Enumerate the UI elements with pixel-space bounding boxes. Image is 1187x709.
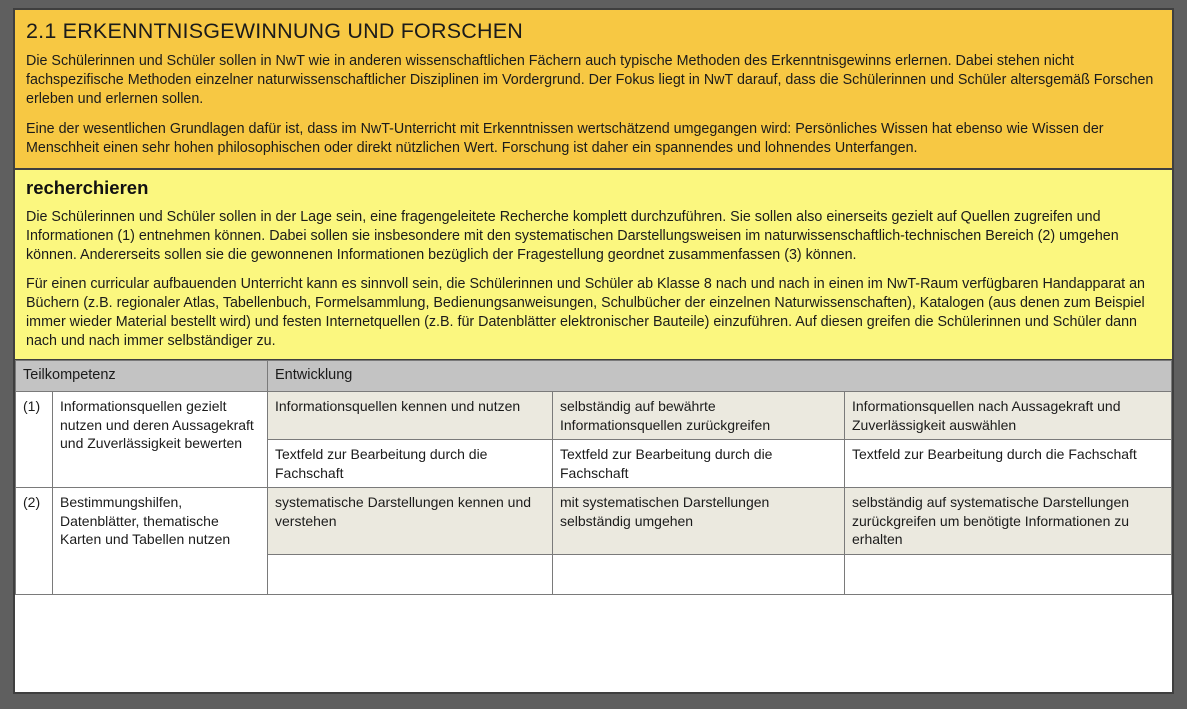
intro-paragraph-1: Die Schülerinnen und Schüler sollen in NwT wie in anderen wissenschaftlichen Fächern auch typische Methoden des Erkenntnisgewinns erlernen. Dabei stehen nicht fachspezifische Methoden einzelner naturwissenschaftlicher Disziplinen im Vordergrund. Der Fokus liegt in NwT darauf, dass die Schülerinnen und Schüler altersgemäß Forschen erleben und erlernen sollen. xyxy=(26,53,1154,108)
row-1-editable-1[interactable]: Textfeld zur Bearbeitung durch die Fachschaft xyxy=(268,440,553,488)
section-intro xyxy=(15,10,1172,170)
section-competence xyxy=(15,170,1172,360)
row-1-stage-1: Informationsquellen kennen und nutzen xyxy=(268,392,553,440)
row-2-stage-2: mit systematischen Darstellungen selbständig umgehen xyxy=(553,488,845,554)
row-2-stage-1: systematische Darstellungen kennen und verstehen xyxy=(268,488,553,554)
table-row xyxy=(16,392,1172,440)
row-1-editable-2[interactable]: Textfeld zur Bearbeitung durch die Fachschaft xyxy=(553,440,845,488)
row-1-stage-3: Informationsquellen nach Aussagekraft und Zuverlässigkeit auswählen xyxy=(845,392,1172,440)
row-2-editable-1[interactable] xyxy=(268,554,553,594)
table-container xyxy=(15,360,1172,692)
table-header-row xyxy=(16,361,1172,392)
row-2-stage-3: selbständig auf systematische Darstellungen zurückgreifen um benötigte Informationen zu erhalten xyxy=(845,488,1172,554)
row-teilkompetenz-1: Informationsquellen gezielt nutzen und deren Aussagekraft und Zuverlässigkeit bewerten xyxy=(53,392,268,488)
document-frame xyxy=(13,8,1174,694)
row-teilkompetenz-2: Bestimmungshilfen, Datenblätter, thematische Karten und Tabellen nutzen xyxy=(53,488,268,594)
row-2-editable-3[interactable] xyxy=(845,554,1172,594)
row-1-editable-3[interactable]: Textfeld zur Bearbeitung durch die Fachschaft xyxy=(845,440,1172,488)
row-number-2: (2) xyxy=(16,488,53,594)
row-number-1: (1) xyxy=(16,392,53,488)
row-2-editable-2[interactable] xyxy=(553,554,845,594)
intro-paragraph-2: Eine der wesentlichen Grundlagen dafür ist, dass im NwT-Unterricht mit Erkenntnissen wertschätzend umgegangen wird: Persönliches Wissen hat ebenso wie Wissen der Menschheit einen sehr hohen philosophischen oder direkt nützlichen Wert. Forschung ist daher ein spannendes und lohnendes Unterfangen. xyxy=(26,121,1104,157)
competence-paragraph-2: Für einen curricular aufbauenden Unterricht kann es sinnvoll sein, die Schülerinnen und Schüler ab Klasse 8 nach und nach in einen im NwT-Raum verfügbaren Handapparat an Büchern (z.B. regionaler Atlas, Tabellenbuch, Formelsammlung, Bedienungsanweisungen, Schulbücher der einzelnen Naturwissenschaften), Katalogen (aus denen zum Beispiel immer wieder Material bestellt wird) und festen Internetquellen (z.B. für Datenblätter elektronischer Bauteile) einzuführen. Auf diesen greifen die Schülerinnen und Schüler dann nach und nach immer selbständiger zu. xyxy=(26,276,1145,350)
competence-table xyxy=(15,360,1172,594)
row-1-stage-2: selbständig auf bewährte Informationsquellen zurückgreifen xyxy=(553,392,845,440)
competence-title: recherchieren xyxy=(26,177,149,199)
table-row xyxy=(16,488,1172,554)
header-entwicklung: Entwicklung xyxy=(268,361,1172,392)
competence-paragraph-1: Die Schülerinnen und Schüler sollen in der Lage sein, eine fragengeleitete Recherche komplett durchzuführen. Sie sollen also einerseits gezielt auf Quellen zugreifen und Informationen (1) entnehmen können. Dabei sollen sie insbesondere mit den systematischen Darstellungsweisen im naturwissenschaftlich-technischen Bereich (2) umgehen können. Andererseits sollen sie die gewonnenen Informationen bezüglich der Fragestellung geordnet zusammenfassen (3) können. xyxy=(26,209,1119,264)
section-title: 2.1 ERKENNTNISGEWINNUNG UND FORSCHEN xyxy=(26,19,523,43)
header-teilkompetenz: Teilkompetenz xyxy=(16,361,268,392)
